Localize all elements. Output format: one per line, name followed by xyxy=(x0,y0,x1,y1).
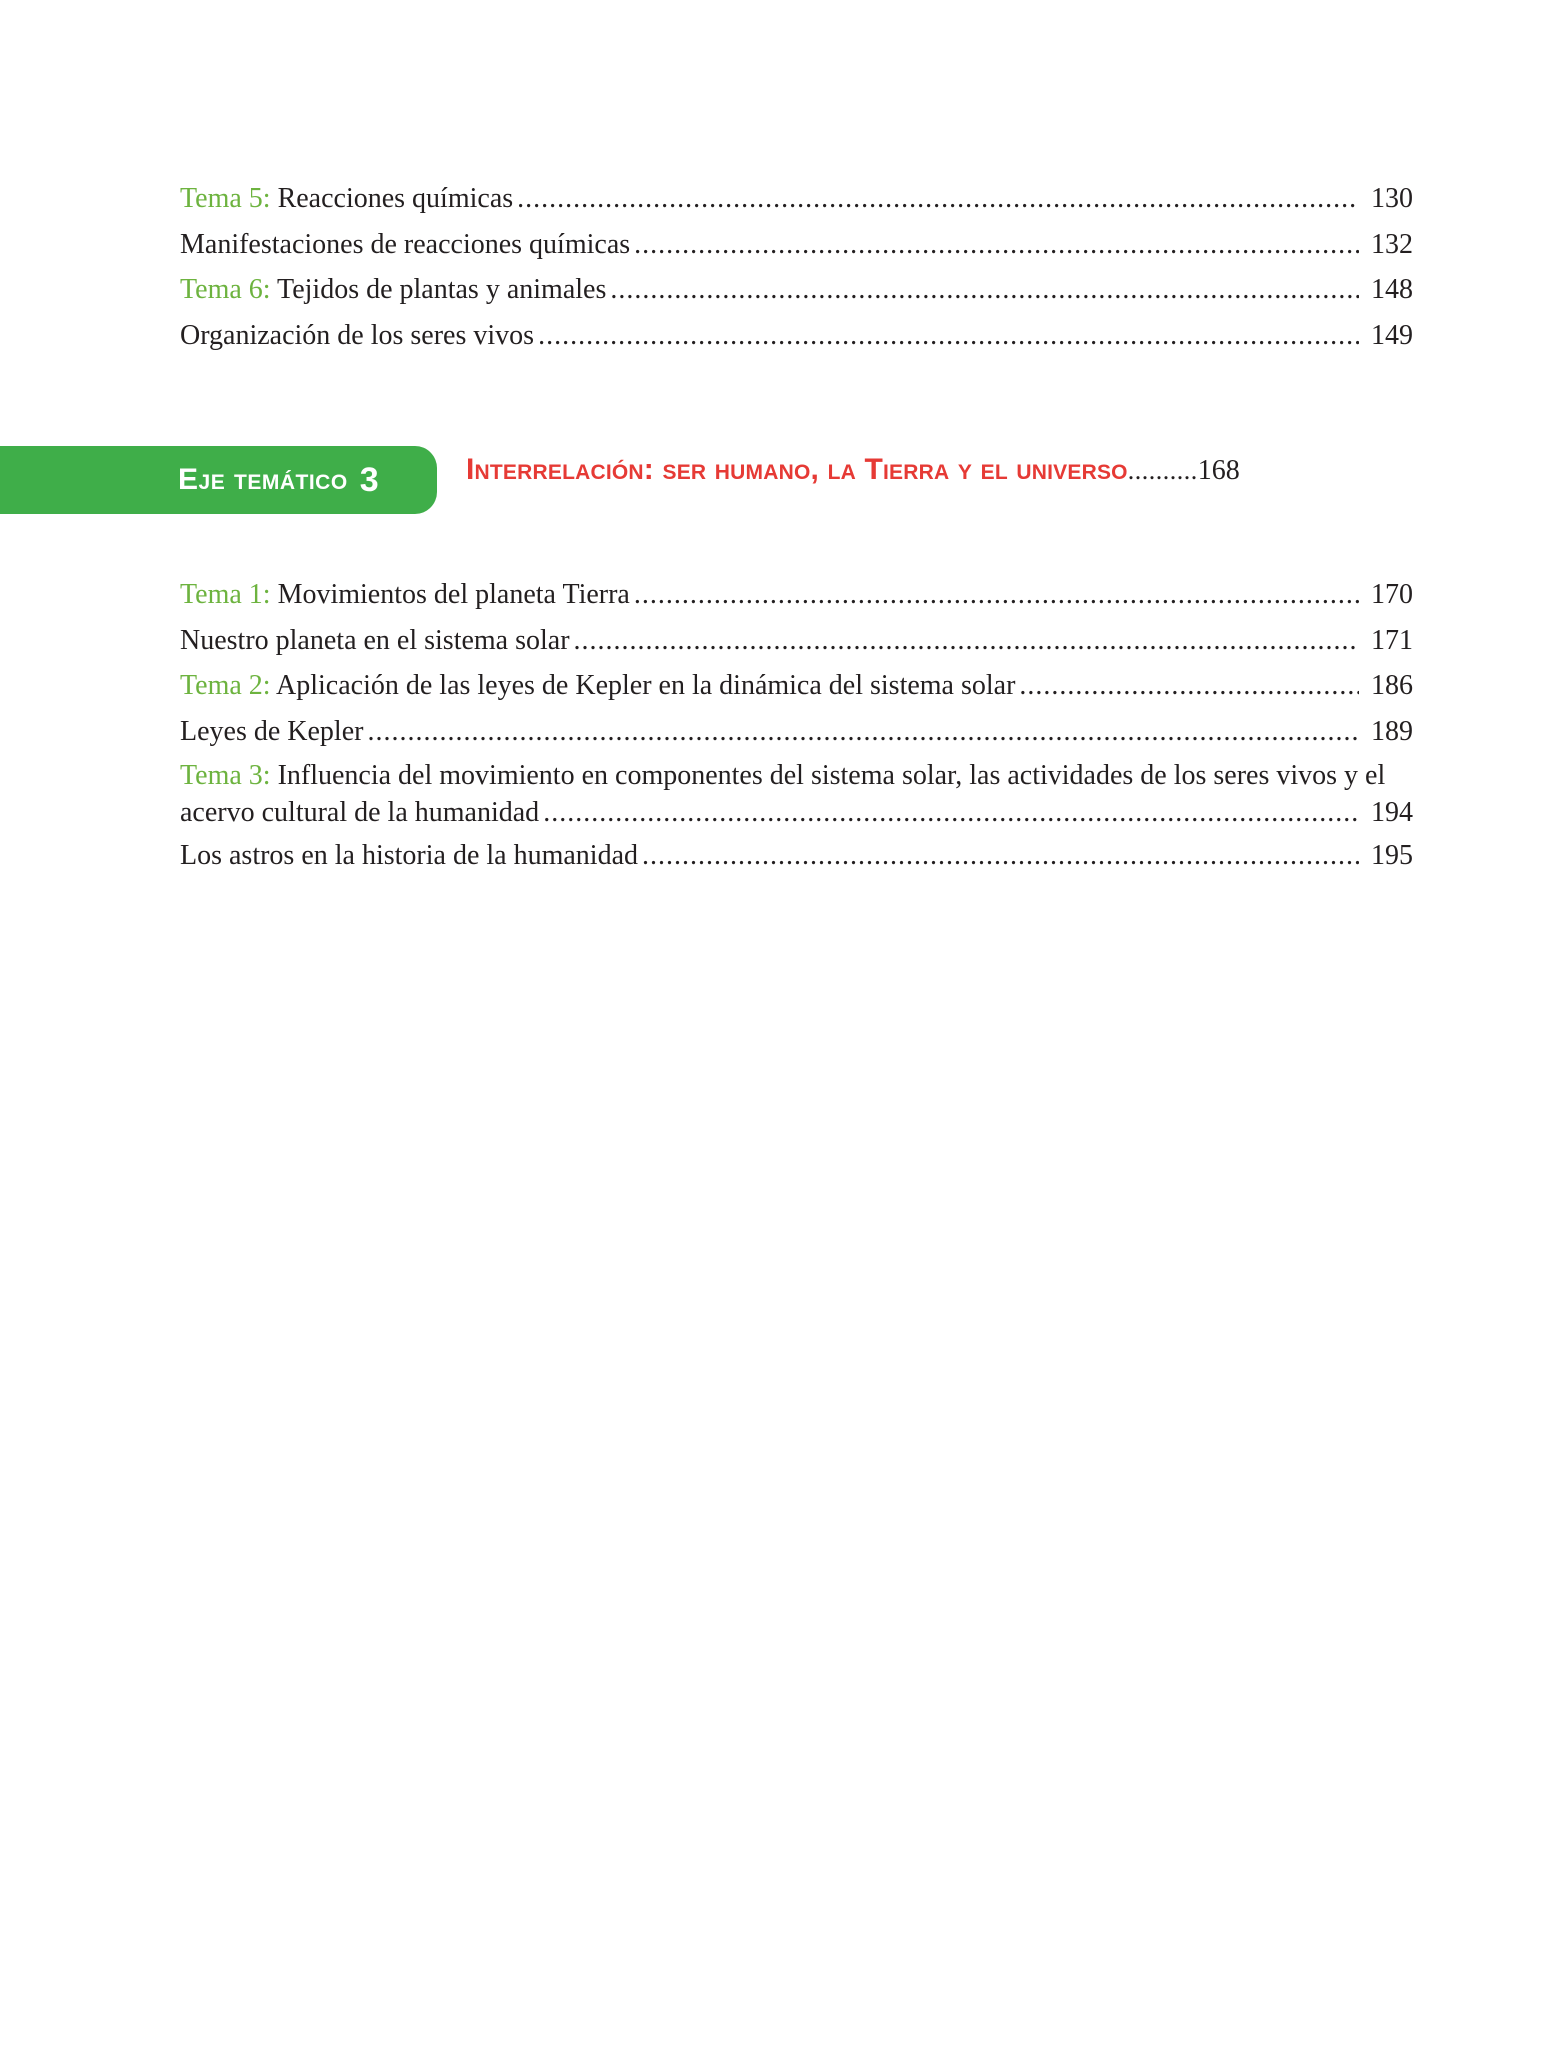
toc-entry[interactable] xyxy=(180,176,1413,222)
toc-entry[interactable] xyxy=(180,663,1413,709)
entry-title: Aplicación de las leyes de Kepler en la dinámica del sistema solar xyxy=(270,670,1016,701)
dot-leader xyxy=(1019,663,1359,709)
axis-badge xyxy=(0,446,437,514)
tema-label: Tema 1: xyxy=(180,579,271,610)
entry-title: acervo cultural de la humanidad xyxy=(180,797,540,828)
toc-entry-wrapped[interactable] xyxy=(180,759,1413,833)
entry-title: Tejidos de plantas y animales xyxy=(270,274,607,305)
dot-leader xyxy=(634,222,1359,268)
dot-leader xyxy=(517,176,1359,222)
axis-number: 3 xyxy=(359,460,379,499)
toc-entry[interactable] xyxy=(180,313,1413,359)
toc-entry[interactable] xyxy=(180,572,1413,618)
dot-leader xyxy=(610,267,1359,313)
tema-label: Tema 2: xyxy=(180,670,271,701)
page-number: 148 xyxy=(1371,274,1413,305)
dot-leader xyxy=(642,833,1359,879)
entry-title: Los astros en la historia de la humanidad xyxy=(180,840,638,871)
toc-entry[interactable] xyxy=(180,267,1413,313)
axis-title: Interrelación: ser humano, la Tierra y el universo xyxy=(466,453,1128,486)
dot-leader xyxy=(538,313,1359,359)
page-number: 170 xyxy=(1371,579,1413,610)
entry-title-line xyxy=(180,793,1413,833)
entry-title: Influencia del movimiento en componentes del sistema solar, las actividades de los seres vivos y el xyxy=(270,760,1386,791)
entry-title: Manifestaciones de reacciones químicas xyxy=(180,228,631,260)
page-number: 149 xyxy=(1371,319,1413,351)
page-number: 171 xyxy=(1371,624,1413,656)
dot-leader: .......... xyxy=(1127,456,1198,485)
dot-leader xyxy=(634,572,1359,618)
entry-title: Leyes de Kepler xyxy=(180,715,364,747)
page-number: 168 xyxy=(1197,455,1240,486)
tema-label: Tema 5: xyxy=(180,183,271,214)
tema-label: Tema 6: xyxy=(180,274,271,305)
dot-leader xyxy=(367,709,1359,755)
page-number: 130 xyxy=(1371,183,1413,214)
entry-title: Organización de los seres vivos xyxy=(180,319,535,351)
page-number: 194 xyxy=(1371,797,1413,828)
toc-bottom-section xyxy=(180,572,1413,879)
toc-entry[interactable] xyxy=(180,222,1413,268)
dot-leader xyxy=(574,618,1359,664)
page-number: 189 xyxy=(1371,715,1413,747)
toc-entry[interactable] xyxy=(180,618,1413,664)
axis-label: Eje temático xyxy=(178,463,348,496)
dot-leader xyxy=(543,793,1359,833)
entry-title: Nuestro planeta en el sistema solar xyxy=(180,624,570,656)
toc-entry[interactable] xyxy=(180,833,1413,879)
tema-label: Tema 3: xyxy=(180,760,271,791)
page-number: 195 xyxy=(1371,840,1413,871)
entry-title-line xyxy=(180,759,1413,793)
page-number: 132 xyxy=(1371,228,1413,260)
entry-title: Reacciones químicas xyxy=(270,183,514,214)
page-number: 186 xyxy=(1371,670,1413,701)
axis-heading[interactable] xyxy=(466,453,1240,503)
toc-entry[interactable] xyxy=(180,709,1413,755)
toc-top-section xyxy=(180,176,1413,358)
entry-title: Movimientos del planeta Tierra xyxy=(270,579,630,610)
